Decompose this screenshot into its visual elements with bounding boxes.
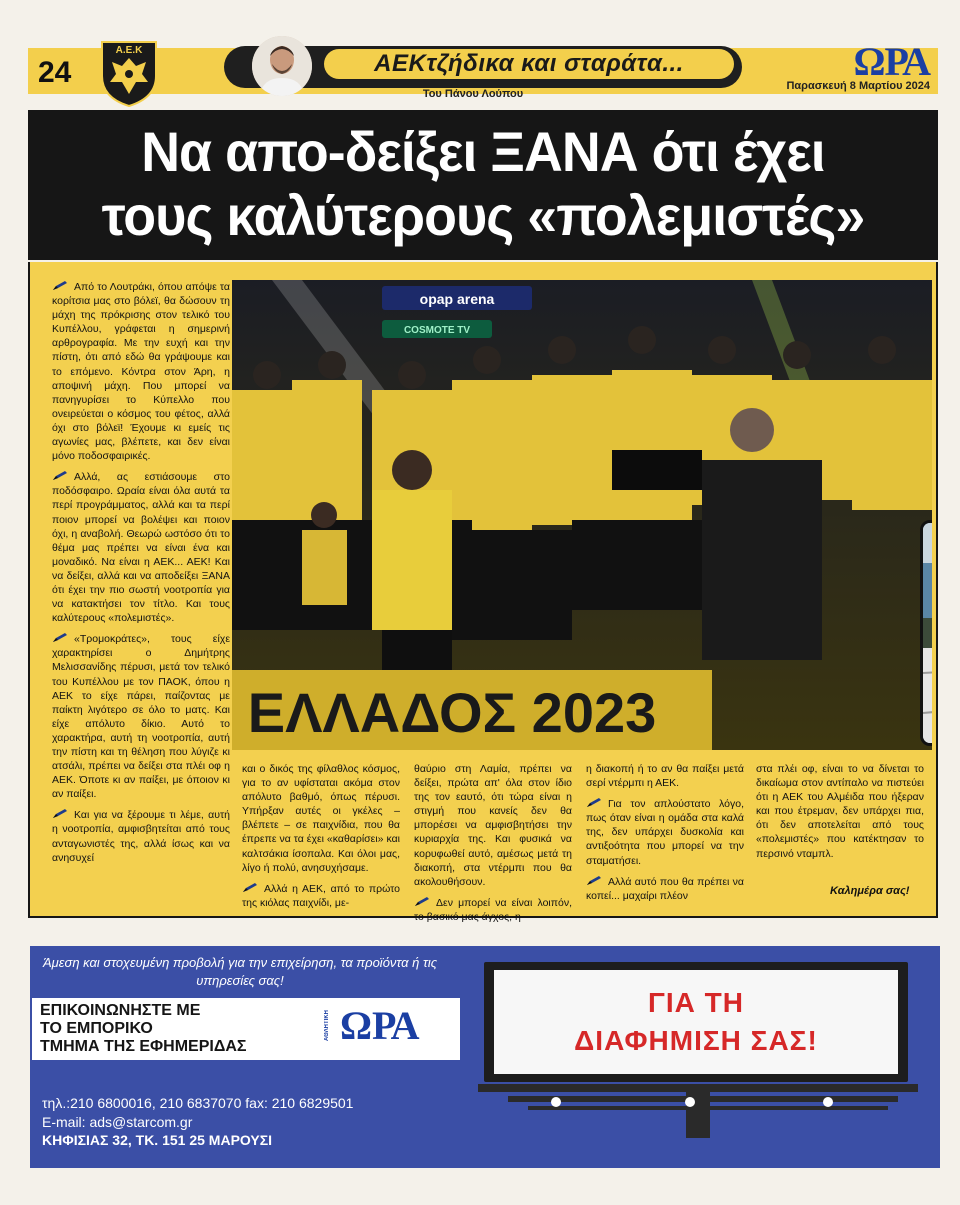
paragraph-text: και ο δικός της φίλαθλος κόσμος, για το αν υφίσταται ακόμα στον απόλυτο βαθμό, όπως πέρυσι. Υπήρξαν αυτές οι γκέλες – βλέπετε – σε παιχνίδια, που θα έπρεπε να τα έχει «καθαρίσει» και καλτσάκια ίσοπαλα. Και όλοι μας, λίγο ή πολύ, ανησυχήσαμε. bbox=[242, 763, 400, 874]
ad-contact-line: ΤΟ ΕΜΠΟΡΙΚΟ bbox=[40, 1020, 153, 1037]
sponsor-sign: opap arena bbox=[419, 291, 495, 307]
pen-icon bbox=[414, 896, 430, 907]
sponsor-sign-2: COSMOTE TV bbox=[403, 325, 471, 336]
celebration-photo bbox=[232, 280, 932, 750]
ad-contact-line: ΤΜΗΜΑ ΤΗΣ ΕΦΗΜΕΡΙΔΑΣ bbox=[40, 1038, 247, 1055]
paragraph bbox=[414, 896, 572, 924]
pen-icon bbox=[52, 632, 68, 643]
article-column-3 bbox=[414, 762, 572, 931]
pen-icon bbox=[586, 875, 602, 886]
paragraph-text: Αλλά, ας εστιάσουμε στο ποδόσφαιρο. Ωραία είναι όλα αυτά τα περί προγράμματος, αλλά και τα περί ποιον μπορεί να βολέψει και ποιον όχι, η αναβολή. Θεωρώ ωστόσο ότι το θέμα μας πρέπει να είναι ένα και μοναδικό. Να είναι η ΑΕΚ... ΑΕΚ! Και να δείξει, αλλά και να αποδείξει ΞΑΝΑ ότι έχει την πιο σωστή νοοτροπία για να κατακτήσει τον τίτλο. Και τους καλύτερους «πολεμιστές». bbox=[52, 471, 230, 625]
paragraph-text: Και για να ξέρουμε τι λέμε, αυτή η νοοτροπία, αμφισβητείται από τους ανταγωνιστές της, αλλά ίσως και να ανησυχεί bbox=[52, 809, 230, 864]
article-body bbox=[28, 262, 938, 923]
ad-address: ΚΗΦΙΣΙΑΣ 32, ΤΚ. 151 25 ΜΑΡΟΥΣΙ bbox=[42, 1132, 273, 1148]
billboard-line: ΓΙΑ ΤΗ bbox=[648, 987, 744, 1018]
page-header bbox=[28, 38, 938, 104]
stage-banner: ΕΛΛΑΔΟΣ 2023 bbox=[247, 681, 657, 744]
article-column-5 bbox=[756, 762, 924, 868]
page-number: 24 bbox=[38, 56, 72, 89]
pen-icon bbox=[52, 280, 68, 291]
paragraph bbox=[414, 762, 572, 889]
billboard bbox=[478, 956, 918, 1138]
pen-icon bbox=[586, 797, 602, 808]
article-column-1 bbox=[52, 280, 230, 872]
paragraph-text: Δεν μπορεί να είναι λοιπόν, το βασικό μας άγχος, η bbox=[414, 896, 572, 923]
inset-photo bbox=[920, 520, 932, 746]
pen-icon bbox=[52, 470, 68, 481]
newspaper-brand: ΩΡΑ bbox=[853, 39, 930, 84]
ad-tagline: Άμεση και στοχευμένη προβολή για την επιχείρηση, τα προϊόντα ή τις υπηρεσίες σας! bbox=[42, 955, 438, 988]
ad-email: E-mail: ads@starcom.gr bbox=[42, 1113, 193, 1130]
signoff: Καλημέρα σας! bbox=[830, 885, 910, 897]
ad-contact-line: ΕΠΙΚΟΙΝΩΝΗΣΤΕ ΜΕ bbox=[40, 1002, 201, 1019]
paragraph bbox=[586, 797, 744, 867]
paragraph bbox=[242, 882, 400, 910]
advert-banner bbox=[30, 946, 940, 1168]
headline-line-2: τους καλύτερους «πολεμιστές» bbox=[101, 184, 865, 247]
paragraph bbox=[52, 470, 230, 625]
billboard-line: ΔΙΑΦΗΜΙΣΗ ΣΑΣ! bbox=[574, 1025, 818, 1056]
paragraph bbox=[52, 808, 230, 864]
ad-contact-details bbox=[42, 1094, 353, 1150]
paragraph bbox=[52, 280, 230, 463]
billboard-panel bbox=[484, 962, 908, 1082]
ad-brand: ΩΡΑ bbox=[340, 1003, 420, 1048]
paragraph-text: Αλλά η ΑΕΚ, από το πρώτο της κιόλας παιχνίδι, με- bbox=[242, 882, 400, 909]
paragraph-text: «Τρομοκράτες», τους είχε χαρακτηρίσει ο Δημήτρης Μελισσανίδης πέρυσι, μετά τον τελικό του Κυπέλλου με τον ΠΑΟΚ, όπου η ΑΕΚ το είχε πάρει, παίζοντας με παίκτη λιγότερο σε όλο το ματς. Και είχε απόλυτο δίκιο. Αυτό το χαρακτήρα, αυτή τη νοοτροπία, αυτή την πίστη και τη θέληση που λύγιζε κι ατσάλι, πρέπει να δείξει στα πλέι οφ η ΑΕΚ. Όποτε κι αν παίξει, με όποιον κι αν παίξει. bbox=[52, 633, 230, 801]
paragraph bbox=[756, 762, 924, 861]
ad-contact-box bbox=[32, 998, 460, 1060]
paragraph bbox=[52, 632, 230, 801]
ad-contact-text bbox=[40, 1002, 310, 1056]
headline bbox=[28, 110, 938, 260]
paragraph-text: Για τον απλούστατο λόγο, πως όταν είναι η ομάδα στα καλά της, δεν υπάρχει δυσκολία και αντιξοότητα που μπορεί να την σταματήσει. bbox=[586, 798, 744, 867]
headline-line-1: Να απο-δείξει ΞΑΝΑ ότι έχει bbox=[141, 120, 825, 183]
paragraph bbox=[586, 875, 744, 903]
billboard-text bbox=[494, 970, 898, 1074]
ad-brand-small: ΑΘΛΗΤΙΚΗ bbox=[324, 1010, 330, 1042]
column-title: ΑΕΚτζήδικα και σταράτα... bbox=[324, 49, 734, 79]
logo-text: Α.Ε.Κ bbox=[115, 45, 143, 56]
paragraph-text: θαύριο στη Λαμία, πρέπει να δείξει, πρώτα απ' όλα στον ίδιο της τον εαυτό, ότι τώρα είναι η στιγμή που κανείς δεν θα μπορέσει να αμφισβητήσει την κυριαρχία της. Και φυσικά να κορυφωθεί αυτό, αμέσως μετά τη διακοπή, στα ντέρμπι που θα ακολουθήσουν. bbox=[414, 763, 572, 888]
aek-logo-icon bbox=[98, 38, 160, 108]
pen-icon bbox=[52, 808, 68, 819]
paragraph-text: Από το Λουτράκι, όπου απόψε τα κορίτσια μας στο βόλεϊ, θα δώσουν τη μάχη της πρόκρισης στον τελικό του Κυπέλλου, γράφεται η σημερινή αρθρογραφία. Με την ευχή και την πίστη, ότι από εδώ θα γράψουμε και το επόμενο. Κόντρα στον Άρη, η αποψινή μάχη. Που μπορεί να πανηγυρίσει το Κύπελλο που ονειρεύεται ο κόσμος του φέτος, αλλά όχι στο βόλεϊ! Έχουμε κι εμείς τις αγωνίες μας, βλέπετε, και δεν είναι μόνο ποδοσφαιρικές. bbox=[52, 281, 230, 463]
paragraph-text: Αλλά αυτό που θα πρέπει να κοπεί... μαχαίρι πλέον bbox=[586, 875, 744, 902]
paragraph-text: η διακοπή ή το αν θα παίξει μετά σερί ντέρμπι η ΑΕΚ. bbox=[586, 763, 744, 790]
author-avatar bbox=[252, 36, 312, 96]
ad-phones: τηλ.:210 6800016, 210 6837070 fax: 210 6829501 bbox=[42, 1095, 354, 1111]
byline: Του Πάνου Λούπου bbox=[422, 88, 524, 100]
article-column-4 bbox=[586, 762, 744, 910]
article-column-2 bbox=[242, 762, 400, 917]
issue-date: Παρασκευή 8 Μαρτίου 2024 bbox=[786, 80, 930, 92]
paragraph-text: στα πλέι οφ, είναι το να δίνεται το δικαίωμα στον αντίπαλο να πιστεύει ότι η ΑΕΚ του Αλμέιδα που ήξεραν και που έτρεμαν, δεν υπάρχει πια, ότι δεν αποτελείται από τους «πολεμιστές» που κατέκτησαν το περσινό νταμπλ. bbox=[756, 763, 924, 860]
column-title-pill bbox=[224, 46, 742, 88]
pen-icon bbox=[242, 882, 258, 893]
paragraph bbox=[586, 762, 744, 790]
paragraph bbox=[242, 762, 400, 875]
